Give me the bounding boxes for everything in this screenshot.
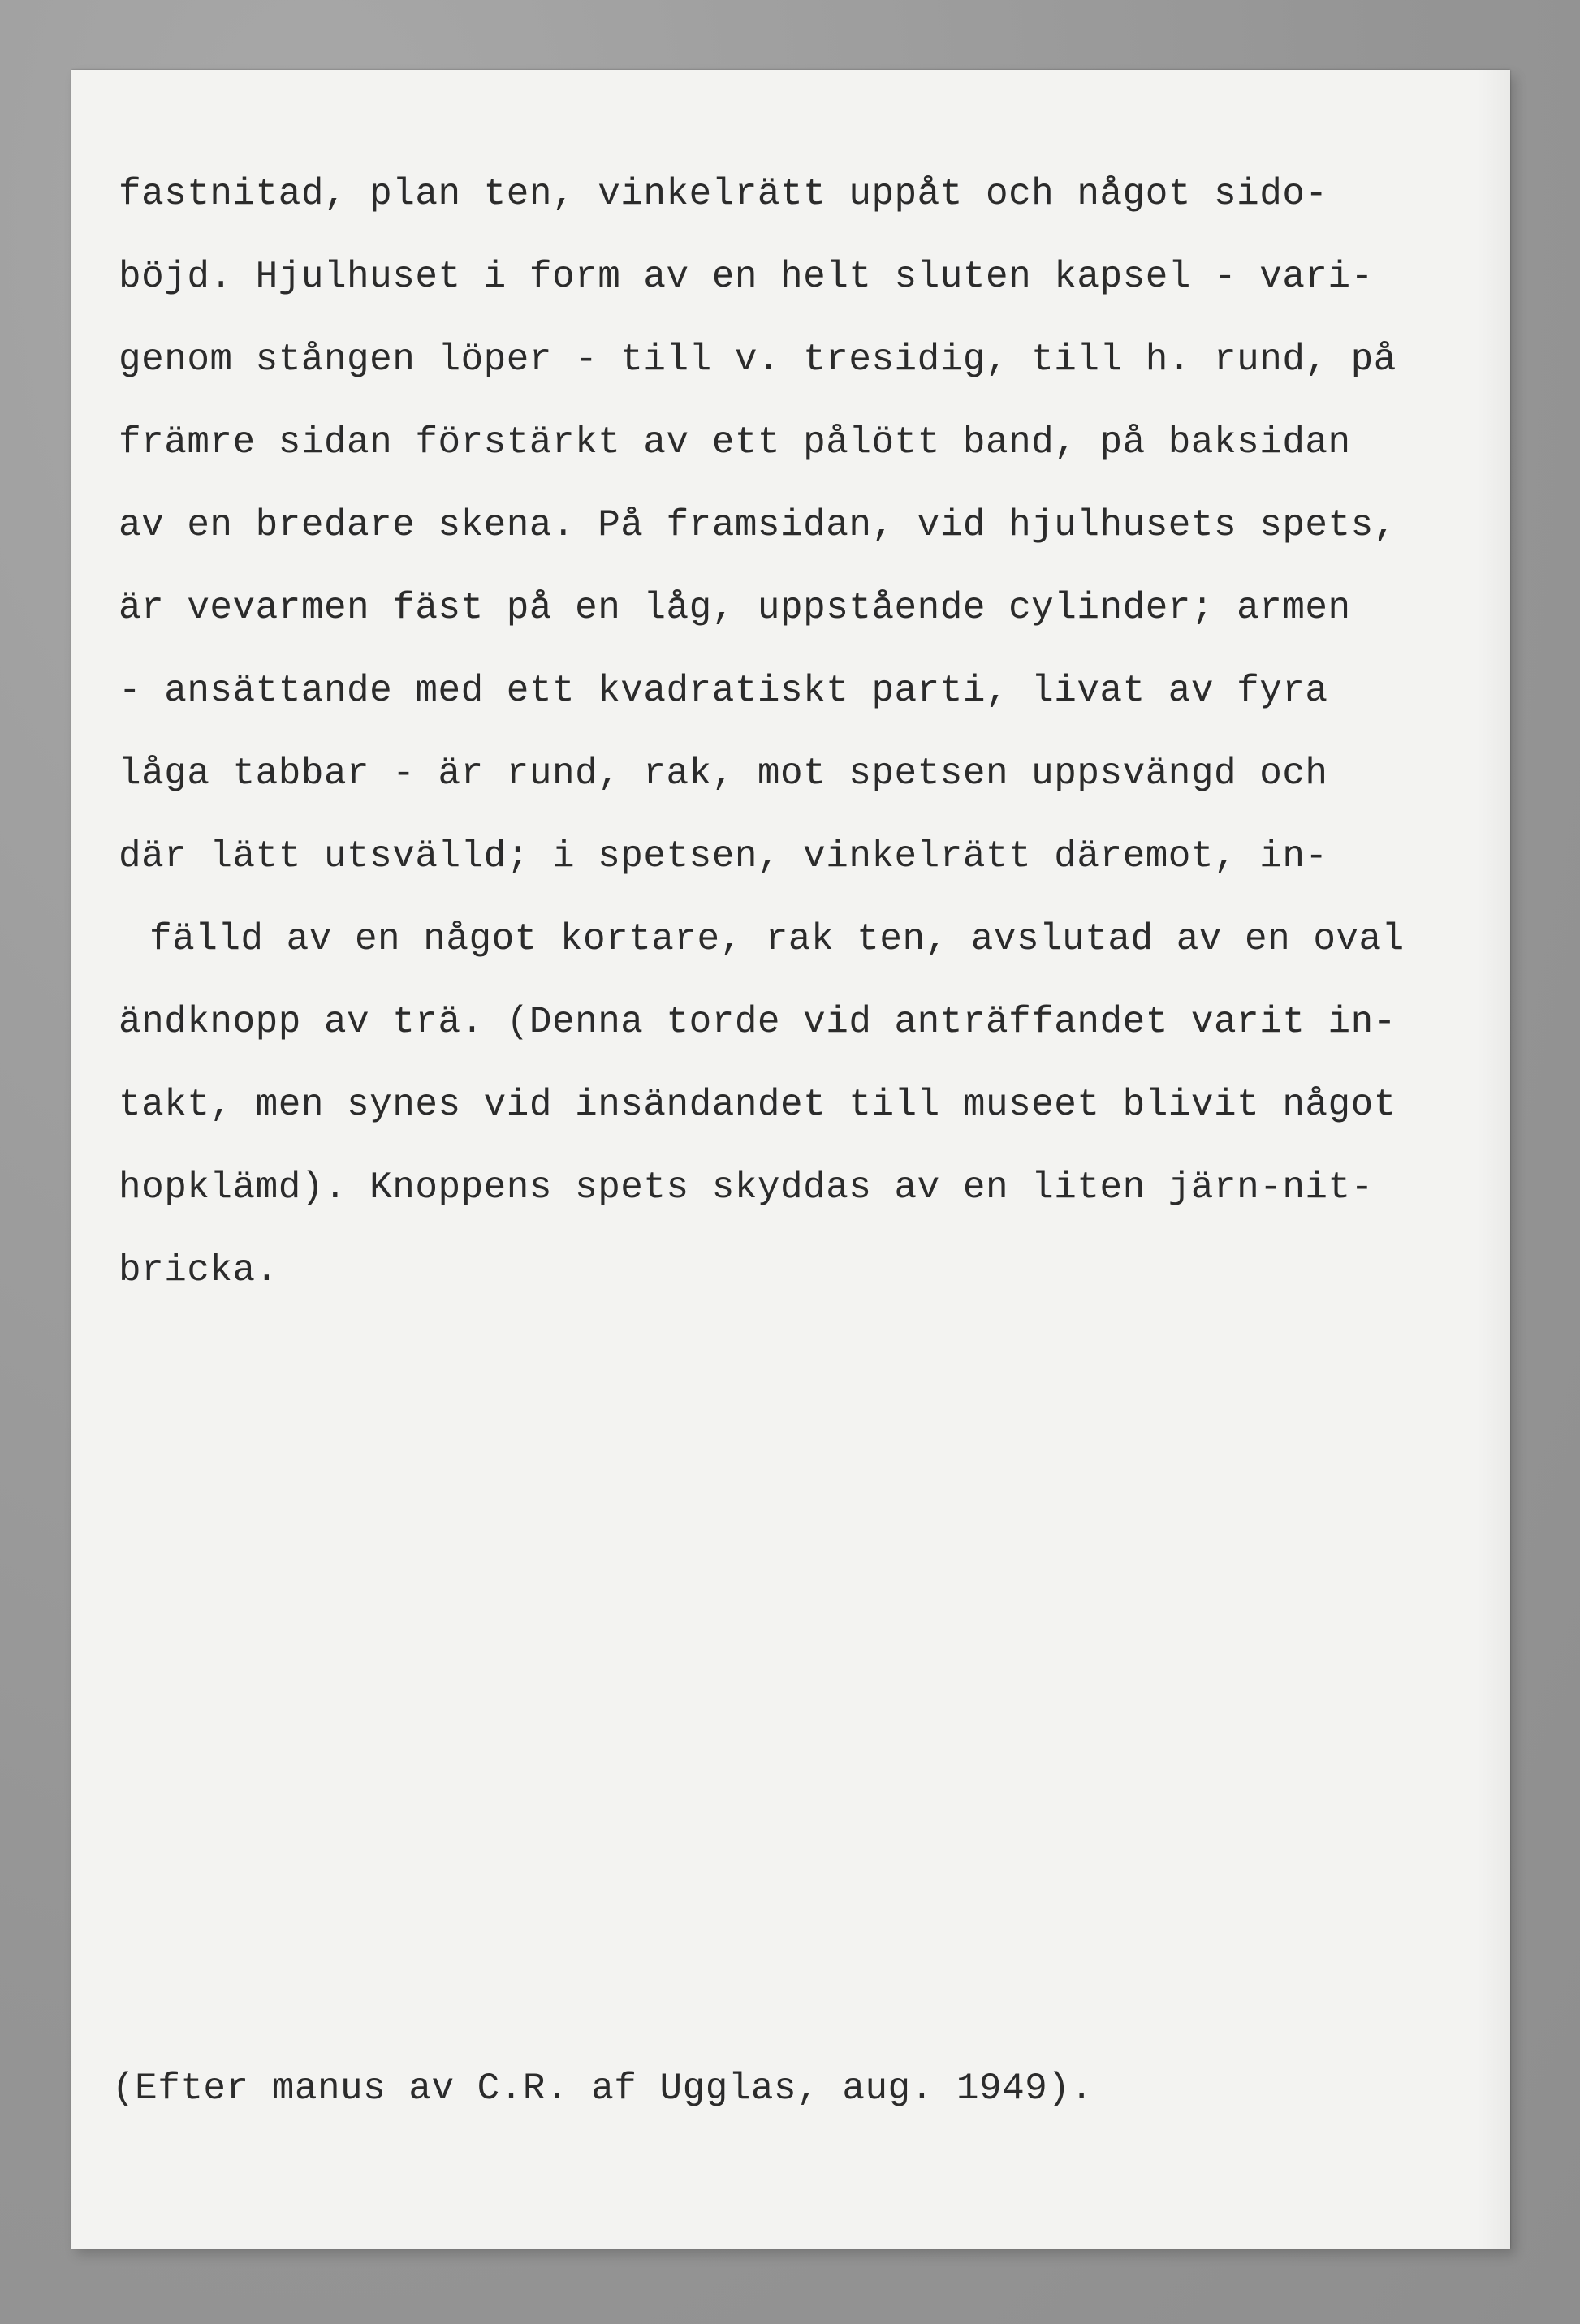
typed-text-block: [119, 153, 1499, 1312]
text-line: främre sidan förstärkt av ett pålött band, på baksidan: [119, 421, 1351, 464]
archive-card: [71, 70, 1510, 2249]
text-line: av en bredare skena. På framsidan, vid hjulhusets spets,: [119, 504, 1397, 546]
text-line: där lätt utsvälld; i spetsen, vinkelrätt däremot, in-: [119, 835, 1328, 877]
text-line: ändknopp av trä. (Denna torde vid anträffandet varit in-: [119, 1001, 1397, 1043]
text-line: är vevarmen fäst på en låg, uppstående cylinder; armen: [119, 587, 1351, 629]
text-line: hopklämd). Knoppens spets skyddas av en liten järn-nit-: [119, 1166, 1374, 1209]
text-line: låga tabbar - är rund, rak, mot spetsen uppsvängd och: [119, 752, 1328, 795]
text-line: genom stången löper - till v. tresidig, till h. rund, på: [119, 338, 1397, 381]
text-line: takt, men synes vid insändandet till museet blivit något: [119, 1084, 1397, 1126]
text-line: bricka.: [119, 1249, 278, 1291]
text-line: böjd. Hjulhuset i form av en helt sluten kapsel - vari-: [119, 256, 1374, 298]
text-line: fälld av en något kortare, rak ten, avslutad av en oval: [149, 918, 1405, 960]
text-line: fastnitad, plan ten, vinkelrätt uppåt och något sido-: [119, 173, 1328, 215]
source-credit: (Efter manus av C.R. af Ugglas, aug. 1949).: [112, 2067, 1094, 2110]
text-line: - ansättande med ett kvadratiskt parti, livat av fyra: [119, 670, 1328, 712]
